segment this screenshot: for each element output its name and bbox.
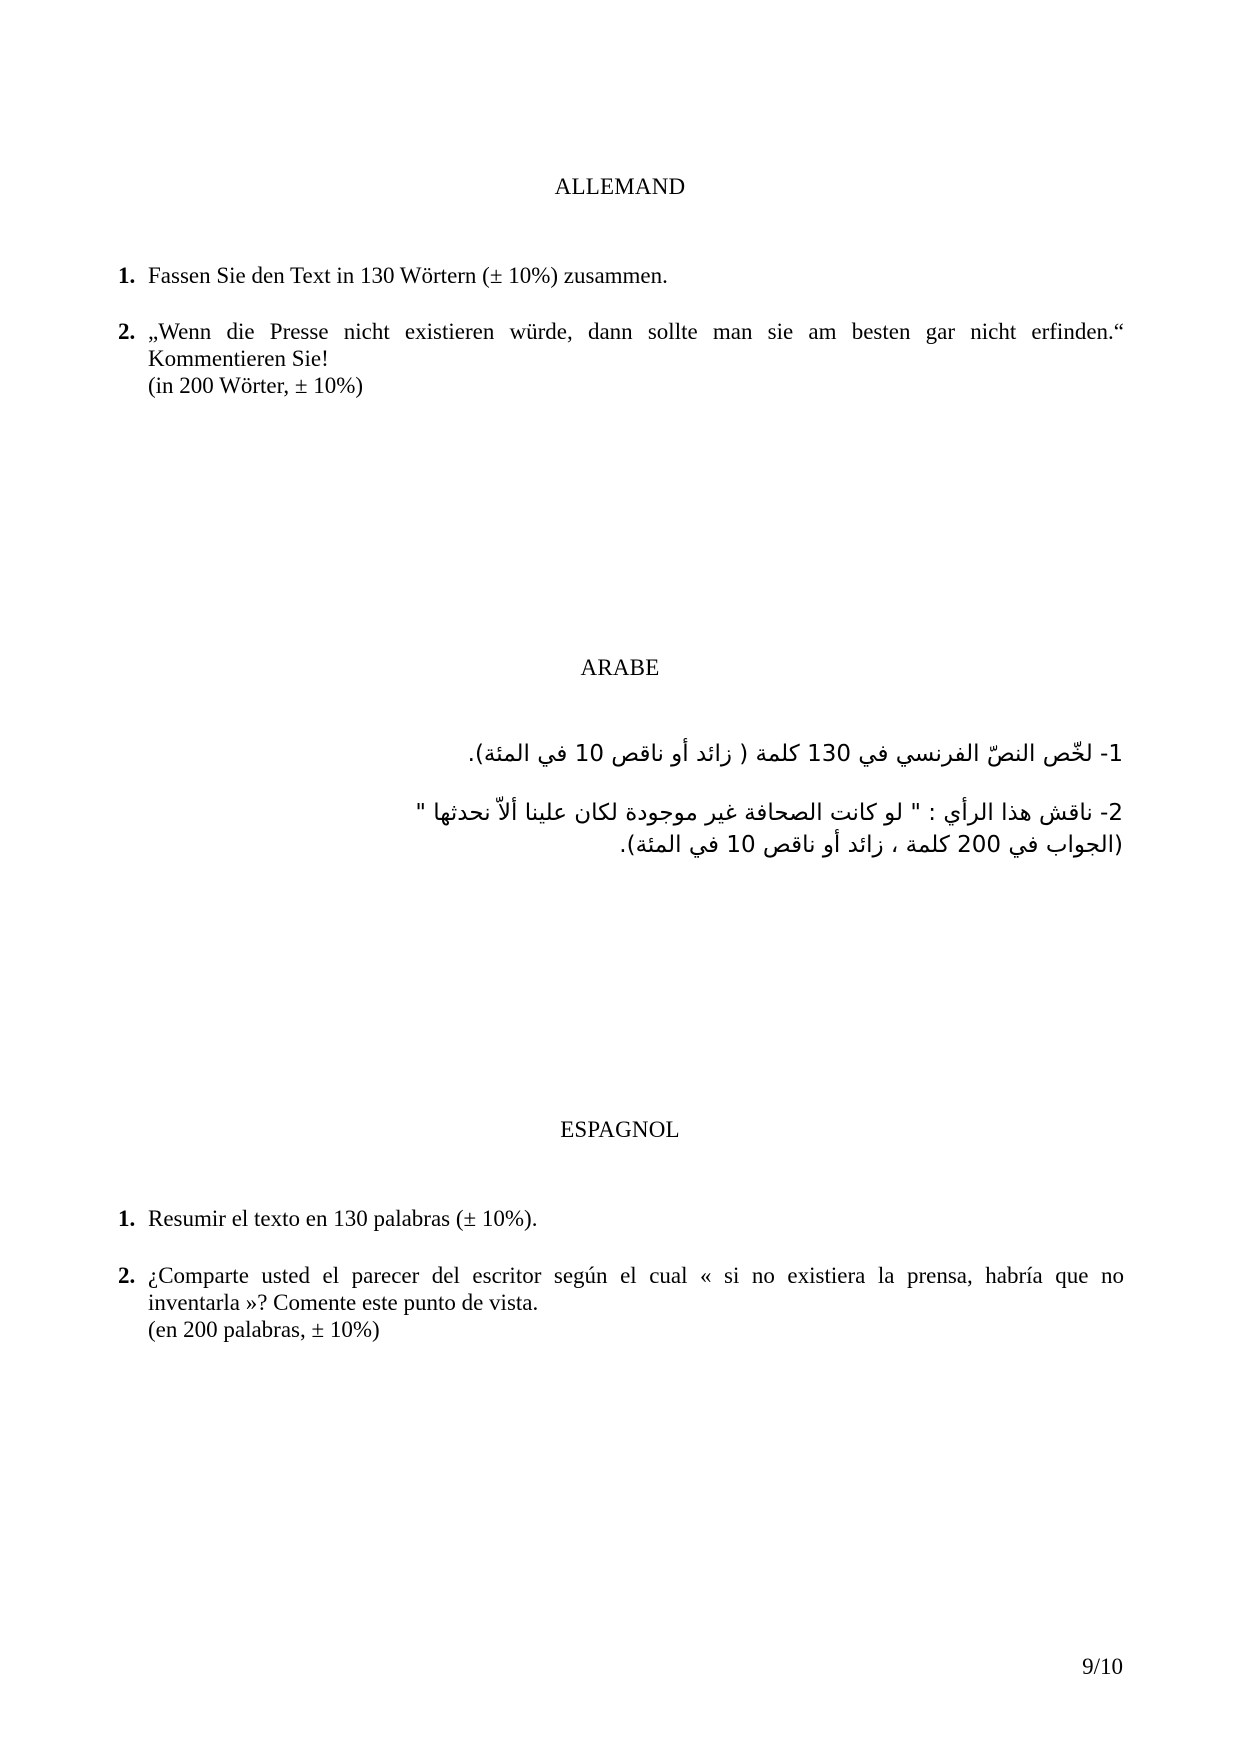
question-number: 2. [118,1263,136,1288]
question-text: Fassen Sie den Text in 130 Wörtern (± 10%) zusammen. [148,263,668,288]
question-text-line-2: inventarla »? Comente este punto de vista. [148,1290,539,1315]
section-title-espagnol: ESPAGNOL [560,1117,680,1142]
question-number: 1. [118,1206,136,1231]
arabic-question-text-line-2: (الجواب في 200 كلمة ، زائد أو ناقص 10 في المئة). [619,832,1123,858]
question-number: 2. [118,319,136,344]
question-text-line-1: ¿Comparte usted el parecer del escritor según el cual « si no existiera la prensa, habría que no [148,1263,1124,1288]
question-text-line-1: „Wenn die Presse nicht existieren würde, dann sollte man sie am besten gar nicht erfinden.“ [148,319,1124,344]
question-text-line-3: (en 200 palabras, ± 10%) [148,1317,380,1342]
question-text: Resumir el texto en 130 palabras (± 10%). [148,1206,538,1231]
allemand-question-2 [118,318,1124,399]
section-title-allemand: ALLEMAND [554,174,686,199]
arabic-question-text-line-1: 2- ناقش هذا الرأي : " لو كانت الصحافة غير موجودة لكان علينا ألاّ نحدثها " [415,800,1123,826]
question-text-line-2: Kommentieren Sie! [148,346,329,371]
arabe-question-1 [468,738,1123,770]
allemand-question-1 [118,262,1124,289]
question-number: 1. [118,263,136,288]
section-title-arabe: ARABE [580,655,660,680]
arabe-question-2 [415,797,1123,861]
arabic-question-text: 1- لخّص النصّ الفرنسي في 130 كلمة ( زائد أو ناقص 10 في المئة). [467,741,1123,767]
question-text-line-3: (in 200 Wörter, ± 10%) [148,373,364,398]
espagnol-question-1 [118,1205,1124,1232]
page-number: 9/10 [1082,1654,1123,1679]
espagnol-question-2 [118,1262,1124,1343]
